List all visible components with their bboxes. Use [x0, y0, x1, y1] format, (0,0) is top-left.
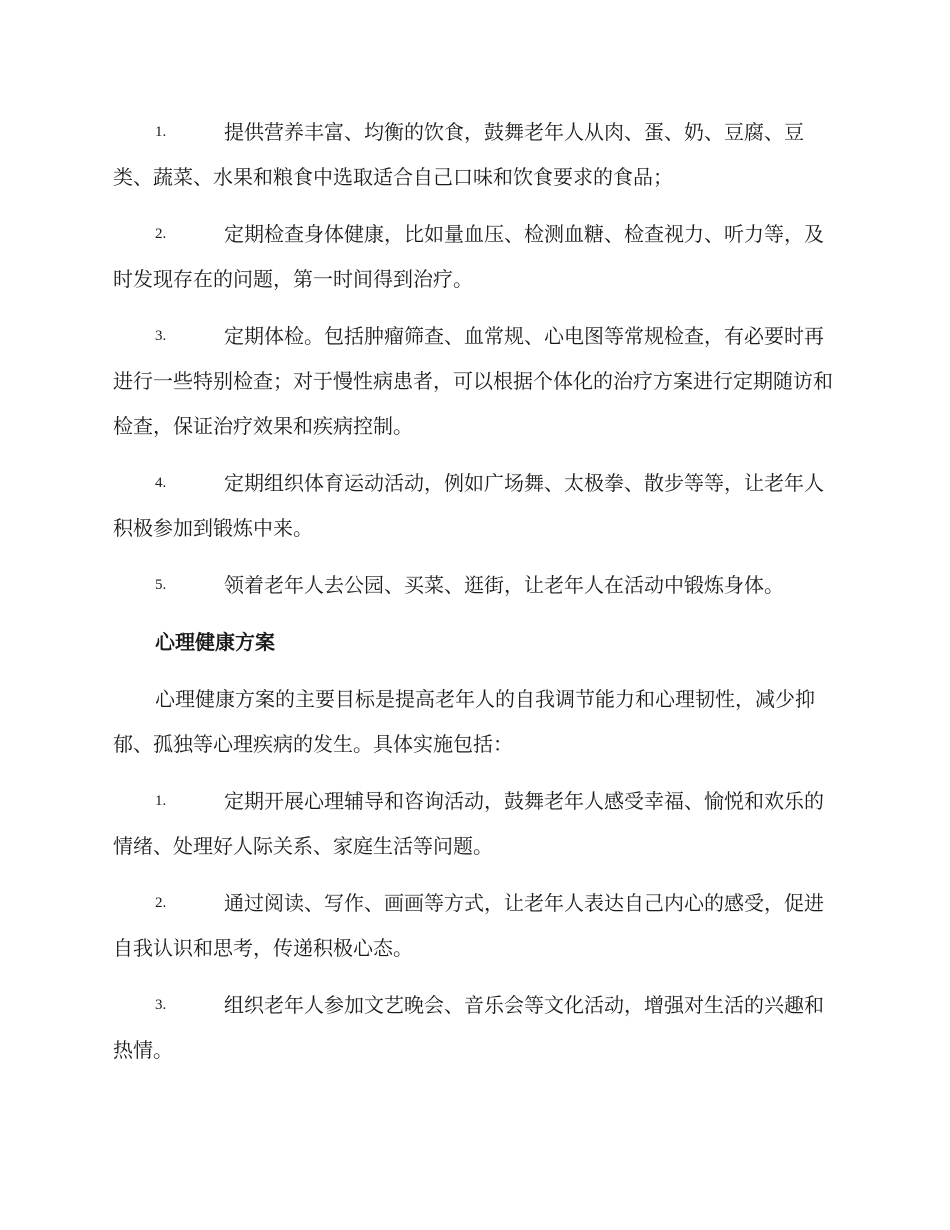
list-item	[113, 881, 835, 971]
list-text: 定期开展心理辅导和咨询活动，鼓舞老年人感受幸福、愉悦和欢乐的情绪、处理好人际关系、家庭生活等问题。	[113, 789, 824, 858]
list-number: 2.	[155, 226, 167, 242]
list-item	[113, 110, 835, 200]
section-heading: 心理健康方案	[155, 630, 275, 654]
list-item	[113, 563, 835, 608]
list-number: 1.	[155, 124, 167, 140]
list-number: 3.	[155, 328, 167, 344]
list-number: 4.	[155, 475, 167, 491]
list-item	[113, 983, 835, 1073]
section-intro: 心理健康方案的主要目标是提高老年人的自我调节能力和心理韧性，减少抑郁、孤独等心理疾病的发生。具体实施包括：	[113, 687, 815, 756]
list-item	[113, 779, 835, 869]
list-text: 领着老年人去公园、买菜、逛街，让老年人在活动中锻炼身体。	[224, 573, 784, 597]
list-number: 1.	[155, 793, 167, 809]
list-text: 提供营养丰富、均衡的饮食，鼓舞老年人从肉、蛋、奶、豆腐、豆类、蔬菜、水果和粮食中选取适合自己口味和饮食要求的食品；	[113, 120, 804, 189]
list-item	[113, 461, 835, 551]
list-item	[113, 314, 835, 449]
list-text: 定期组织体育运动活动，例如广场舞、太极拳、散步等等，让老年人积极参加到锻炼中来。	[113, 471, 824, 540]
list-text: 定期检查身体健康，比如量血压、检测血糖、检查视力、听力等，及时发现存在的问题，第一时间得到治疗。	[113, 222, 824, 291]
document-body	[113, 110, 835, 1085]
list-number: 5.	[155, 577, 167, 593]
list-number: 3.	[155, 997, 167, 1013]
list-item	[113, 212, 835, 302]
list-number: 2.	[155, 895, 167, 911]
list-text: 组织老年人参加文艺晚会、音乐会等文化活动，增强对生活的兴趣和热情。	[113, 993, 824, 1062]
list-text: 通过阅读、写作、画画等方式，让老年人表达自己内心的感受，促进自我认识和思考，传递积极心态。	[113, 891, 824, 960]
list-text: 定期体检。包括肿瘤筛查、血常规、心电图等常规检查，有必要时再进行一些特别检查；对于慢性病患者，可以根据个体化的治疗方案进行定期随访和检查，保证治疗效果和疾病控制。	[113, 324, 833, 438]
